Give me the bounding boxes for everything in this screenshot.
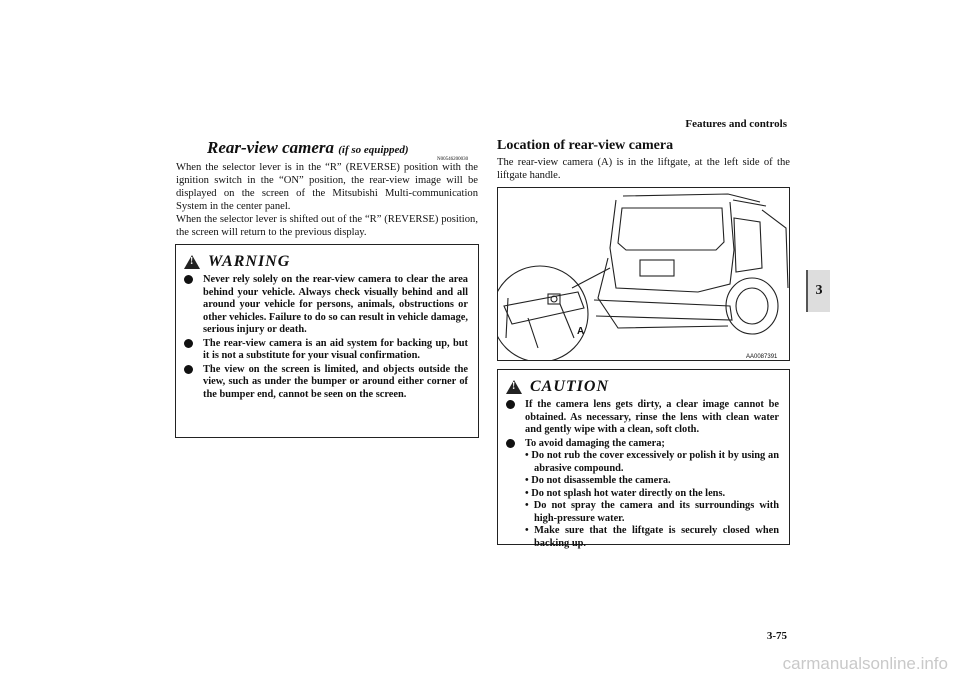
warning-heading: WARNING <box>208 253 291 270</box>
warning-item: The view on the screen is limited, and objects outside the view, such as under the bumper or around either corner of the bumper end, cannot be seen on the screen. <box>184 364 468 402</box>
figure-callout-a: A <box>577 326 585 337</box>
chapter-tab: 3 <box>806 270 830 312</box>
subsection-body: The rear-view camera (A) is in the liftgate, at the left side of the liftgate handle. <box>497 157 790 181</box>
section-code: N00546200030 <box>437 157 469 162</box>
bullet-icon <box>184 365 193 374</box>
warning-triangle-icon <box>184 255 200 269</box>
bullet-icon <box>184 275 193 284</box>
bullet-icon <box>184 339 193 348</box>
vehicle-rear-illustration <box>497 187 790 361</box>
caution-item: If the camera lens gets dirty, a clear image cannot be obtained. As necessary, rinse the lens with clean water and gently wipe with a clean, soft cloth. <box>506 399 779 437</box>
caution-sub-item: • Do not spray the camera and its surroundings with high-pressure water. <box>525 500 779 524</box>
watermark: carmanualsonline.info <box>782 654 948 673</box>
warning-item: The rear-view camera is an aid system for backing up, but it is not a substitute for your visual confirmation. <box>184 338 468 363</box>
caution-heading: CAUTION <box>530 378 610 395</box>
running-header: Features and controls <box>685 118 787 130</box>
vehicle-line-drawing <box>498 188 790 361</box>
warning-item: Never rely solely on the rear-view camera to clear the area behind your vehicle. Always check visually behind and all around your vehicle for persons, animals, obstructions or other vehicles. Failure to do so can result in vehicle damage, serious injury or death. <box>184 274 468 337</box>
section-body <box>176 161 478 239</box>
caution-sub-item: • Do not disassemble the camera. <box>525 475 671 486</box>
section-title <box>207 138 409 158</box>
body-paragraph: When the selector lever is shifted out of the “R” (REVERSE) position, the screen will return to the previous display. <box>176 214 478 238</box>
body-paragraph: When the selector lever is in the “R” (REVERSE) position with the ignition switch in the “ON” position, the rear-view image will be displayed on the screen of the Mitsubishi Multi-communication System in the center panel. <box>176 162 478 212</box>
subsection-title: Location of rear-view camera <box>497 138 674 153</box>
caution-item: To avoid damaging the camera; • Do not rub the cover excessively or polish it by using an abrasive compound. • Do not disassemble the camera. • Do not splash hot water directly on the lens. • Do not spray the camera and its surroundings with high-pressure water. • Make sure that the liftgate is securely closed when backing up. <box>506 438 779 551</box>
section-title-suffix: (if so equipped) <box>338 144 409 156</box>
caution-sub-item: • Make sure that the liftgate is securely closed when backing up. <box>525 525 779 549</box>
section-title-text: Rear-view camera <box>207 138 334 157</box>
caution-sub-item: • Do not rub the cover excessively or polish it by using an abrasive compound. <box>525 450 779 474</box>
bullet-icon <box>506 439 515 448</box>
page-number: 3-75 <box>766 630 787 642</box>
caution-box <box>497 369 790 549</box>
bullet-icon <box>506 400 515 409</box>
figure-label: AA0087391 <box>746 354 778 360</box>
caution-sub-item: • Do not splash hot water directly on the lens. <box>525 487 726 499</box>
warning-box <box>175 244 479 438</box>
caution-triangle-icon <box>506 380 522 394</box>
